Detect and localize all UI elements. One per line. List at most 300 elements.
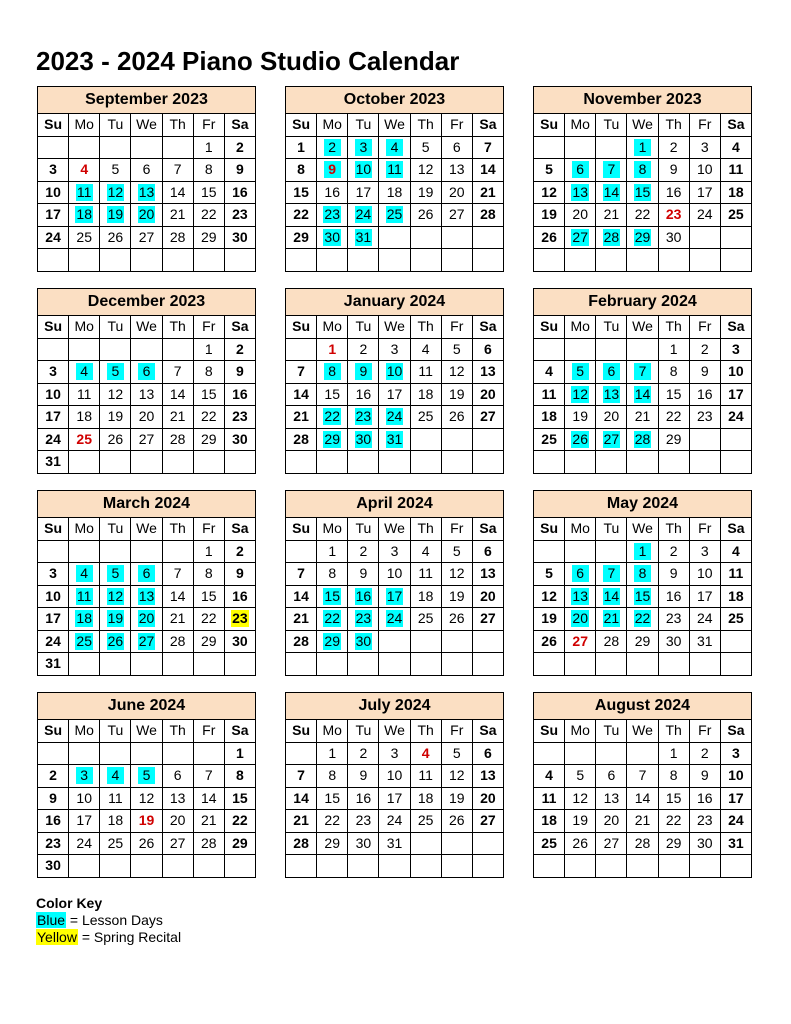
empty-day-cell bbox=[286, 742, 317, 765]
day-number: 10 bbox=[45, 385, 61, 402]
day-cell bbox=[534, 608, 565, 631]
day-cell bbox=[472, 540, 503, 563]
day-cell bbox=[441, 361, 472, 384]
week-row bbox=[38, 810, 256, 833]
day-cell bbox=[286, 406, 317, 429]
weekday-header: Sa bbox=[224, 518, 255, 541]
day-cell bbox=[348, 383, 379, 406]
day-cell bbox=[348, 406, 379, 429]
day-number: 10 bbox=[45, 587, 61, 604]
day-cell bbox=[286, 585, 317, 608]
empty-day-cell bbox=[720, 630, 751, 653]
day-number: 10 bbox=[728, 363, 744, 380]
day-number: 7 bbox=[173, 161, 182, 178]
day-number: 2 bbox=[669, 138, 678, 155]
day-cell bbox=[162, 585, 193, 608]
day-number: 6 bbox=[484, 744, 492, 761]
day-cell bbox=[596, 765, 627, 788]
day-cell bbox=[69, 563, 100, 586]
week-row bbox=[286, 810, 504, 833]
day-number: 16 bbox=[696, 789, 713, 806]
weekday-header: Sa bbox=[720, 518, 751, 541]
day-number: 23 bbox=[696, 812, 713, 829]
day-number: 6 bbox=[603, 363, 620, 380]
day-cell bbox=[162, 428, 193, 451]
empty-day-cell bbox=[193, 249, 224, 272]
day-cell bbox=[193, 810, 224, 833]
day-number: 8 bbox=[204, 565, 213, 582]
day-number: 31 bbox=[386, 834, 403, 851]
day-number: 13 bbox=[572, 183, 588, 200]
empty-day-cell bbox=[472, 832, 503, 855]
day-cell bbox=[658, 832, 689, 855]
weekday-header: Fr bbox=[689, 518, 720, 541]
day-number: 2 bbox=[359, 340, 368, 357]
week-row bbox=[38, 181, 256, 204]
weekday-header: Fr bbox=[689, 114, 720, 137]
day-cell bbox=[193, 563, 224, 586]
week-row bbox=[286, 361, 504, 384]
weekday-header: Su bbox=[38, 720, 69, 743]
day-cell bbox=[286, 383, 317, 406]
day-number: 17 bbox=[696, 587, 713, 604]
day-cell bbox=[472, 742, 503, 765]
week-row bbox=[534, 159, 752, 182]
empty-day-cell bbox=[224, 249, 255, 272]
day-number: 29 bbox=[665, 834, 682, 851]
day-number: 13 bbox=[448, 161, 465, 178]
day-number: 27 bbox=[603, 834, 620, 851]
day-number: 22 bbox=[200, 206, 217, 223]
day-number: 30 bbox=[45, 857, 61, 874]
day-number: 13 bbox=[480, 363, 496, 380]
day-number: 28 bbox=[634, 430, 651, 447]
empty-day-cell bbox=[410, 630, 441, 653]
day-number: 31 bbox=[45, 655, 61, 672]
day-number: 13 bbox=[480, 767, 496, 784]
day-number: 4 bbox=[421, 340, 430, 357]
day-number: 17 bbox=[355, 183, 372, 200]
day-cell bbox=[69, 428, 100, 451]
day-cell bbox=[317, 810, 348, 833]
day-number: 10 bbox=[76, 789, 92, 806]
day-cell bbox=[689, 540, 720, 563]
day-cell bbox=[162, 204, 193, 227]
day-cell bbox=[410, 563, 441, 586]
day-cell bbox=[720, 810, 751, 833]
day-cell bbox=[658, 787, 689, 810]
day-cell bbox=[131, 832, 162, 855]
day-cell bbox=[472, 204, 503, 227]
color-key-title: Color Key bbox=[36, 895, 103, 911]
empty-day-cell bbox=[100, 855, 131, 878]
page-title: 2023 - 2024 Piano Studio Calendar bbox=[36, 46, 460, 76]
day-cell bbox=[224, 765, 255, 788]
day-number: 11 bbox=[108, 789, 123, 806]
day-cell bbox=[100, 406, 131, 429]
day-cell bbox=[596, 159, 627, 182]
day-cell bbox=[658, 585, 689, 608]
week-row bbox=[286, 249, 504, 272]
weekday-header: We bbox=[627, 316, 658, 339]
day-cell bbox=[38, 832, 69, 855]
day-number: 5 bbox=[111, 161, 120, 178]
day-number: 18 bbox=[417, 385, 434, 402]
day-cell bbox=[69, 383, 100, 406]
day-number: 7 bbox=[603, 161, 620, 178]
day-number: 17 bbox=[45, 610, 61, 627]
day-cell bbox=[38, 653, 69, 676]
week-row bbox=[534, 742, 752, 765]
day-number: 8 bbox=[669, 363, 678, 380]
empty-day-cell bbox=[534, 653, 565, 676]
day-cell bbox=[162, 810, 193, 833]
day-cell bbox=[441, 563, 472, 586]
day-cell bbox=[472, 585, 503, 608]
day-cell bbox=[38, 181, 69, 204]
weekday-header: Fr bbox=[689, 720, 720, 743]
day-number: 28 bbox=[169, 430, 186, 447]
day-cell bbox=[658, 406, 689, 429]
empty-day-cell bbox=[38, 136, 69, 159]
day-cell bbox=[100, 787, 131, 810]
day-cell bbox=[720, 159, 751, 182]
day-number: 12 bbox=[448, 767, 465, 784]
empty-day-cell bbox=[596, 338, 627, 361]
week-row bbox=[286, 855, 504, 878]
week-row bbox=[38, 338, 256, 361]
day-number: 4 bbox=[76, 363, 93, 380]
day-cell bbox=[472, 181, 503, 204]
day-number: 11 bbox=[541, 385, 557, 402]
day-cell bbox=[441, 338, 472, 361]
day-cell bbox=[224, 585, 255, 608]
empty-day-cell bbox=[131, 249, 162, 272]
day-cell bbox=[38, 204, 69, 227]
day-cell bbox=[379, 136, 410, 159]
day-number: 6 bbox=[572, 161, 589, 178]
day-number: 16 bbox=[355, 789, 372, 806]
week-row bbox=[534, 204, 752, 227]
day-number: 14 bbox=[293, 587, 309, 604]
day-cell bbox=[38, 608, 69, 631]
day-cell bbox=[224, 428, 255, 451]
day-cell bbox=[131, 608, 162, 631]
day-cell bbox=[224, 338, 255, 361]
day-number: 1 bbox=[328, 744, 337, 761]
empty-day-cell bbox=[224, 653, 255, 676]
day-number: 14 bbox=[169, 587, 186, 604]
day-number: 30 bbox=[232, 430, 248, 447]
day-cell bbox=[658, 361, 689, 384]
spring-recital-text: = Spring Recital bbox=[77, 929, 182, 945]
week-row bbox=[38, 787, 256, 810]
day-number: 25 bbox=[541, 430, 557, 447]
day-number: 10 bbox=[696, 161, 713, 178]
day-cell bbox=[596, 361, 627, 384]
week-row bbox=[286, 653, 504, 676]
day-number: 25 bbox=[417, 812, 434, 829]
month-title: October 2023 bbox=[286, 87, 504, 114]
week-row bbox=[286, 181, 504, 204]
day-cell bbox=[410, 787, 441, 810]
day-number: 25 bbox=[417, 610, 434, 627]
day-number: 22 bbox=[324, 610, 340, 627]
day-number: 5 bbox=[452, 542, 461, 559]
day-number: 1 bbox=[328, 340, 337, 357]
day-number: 14 bbox=[634, 789, 651, 806]
empty-day-cell bbox=[193, 653, 224, 676]
weekday-header: Tu bbox=[348, 316, 379, 339]
month-table bbox=[533, 288, 752, 474]
day-number: 16 bbox=[665, 587, 682, 604]
empty-day-cell bbox=[286, 249, 317, 272]
day-number: 7 bbox=[297, 363, 305, 380]
day-number: 26 bbox=[107, 430, 124, 447]
day-number: 5 bbox=[545, 565, 553, 582]
day-cell bbox=[472, 338, 503, 361]
day-number: 20 bbox=[169, 812, 186, 829]
day-number: 23 bbox=[696, 408, 713, 425]
month-calendar bbox=[285, 288, 504, 474]
day-cell bbox=[441, 742, 472, 765]
day-cell bbox=[193, 159, 224, 182]
weekday-header: Su bbox=[38, 518, 69, 541]
day-cell bbox=[627, 383, 658, 406]
week-row bbox=[534, 451, 752, 474]
month-title: September 2023 bbox=[38, 87, 256, 114]
day-number: 17 bbox=[728, 789, 744, 806]
day-cell bbox=[720, 563, 751, 586]
day-cell bbox=[317, 361, 348, 384]
empty-day-cell bbox=[534, 742, 565, 765]
month-title: May 2024 bbox=[534, 491, 752, 518]
day-cell bbox=[441, 204, 472, 227]
weekday-header: Th bbox=[162, 114, 193, 137]
day-number: 28 bbox=[293, 430, 309, 447]
day-number: 30 bbox=[355, 834, 372, 851]
day-cell bbox=[131, 181, 162, 204]
day-number: 30 bbox=[324, 228, 340, 245]
month-title: January 2024 bbox=[286, 289, 504, 316]
day-cell bbox=[658, 765, 689, 788]
day-cell bbox=[348, 159, 379, 182]
day-number: 19 bbox=[448, 385, 465, 402]
day-number: 1 bbox=[204, 340, 213, 357]
month-calendar bbox=[533, 86, 752, 272]
day-number: 14 bbox=[200, 789, 217, 806]
day-number: 31 bbox=[355, 228, 372, 245]
day-cell bbox=[534, 159, 565, 182]
day-number: 28 bbox=[169, 228, 186, 245]
empty-day-cell bbox=[441, 451, 472, 474]
day-number: 9 bbox=[359, 767, 368, 784]
day-cell bbox=[658, 204, 689, 227]
day-number: 18 bbox=[76, 206, 92, 223]
empty-day-cell bbox=[410, 855, 441, 878]
day-cell bbox=[317, 159, 348, 182]
day-cell bbox=[596, 383, 627, 406]
day-number: 25 bbox=[107, 834, 124, 851]
month-calendar bbox=[285, 692, 504, 878]
day-cell bbox=[69, 226, 100, 249]
day-number: 11 bbox=[418, 767, 433, 784]
day-number: 4 bbox=[386, 139, 403, 156]
day-cell bbox=[472, 361, 503, 384]
day-cell bbox=[38, 428, 69, 451]
day-cell bbox=[348, 765, 379, 788]
empty-day-cell bbox=[131, 136, 162, 159]
empty-day-cell bbox=[689, 226, 720, 249]
day-number: 30 bbox=[355, 430, 372, 447]
day-number: 24 bbox=[45, 632, 61, 649]
day-number: 29 bbox=[232, 834, 248, 851]
day-number: 25 bbox=[728, 206, 744, 223]
day-number: 27 bbox=[169, 834, 186, 851]
day-number: 30 bbox=[355, 632, 372, 649]
day-number: 26 bbox=[107, 632, 124, 649]
empty-day-cell bbox=[689, 653, 720, 676]
day-number: 21 bbox=[293, 812, 309, 829]
day-cell bbox=[565, 406, 596, 429]
empty-day-cell bbox=[689, 451, 720, 474]
month-table bbox=[37, 490, 256, 676]
day-cell bbox=[69, 406, 100, 429]
day-cell bbox=[100, 383, 131, 406]
day-number: 9 bbox=[700, 767, 709, 784]
weekday-header: Sa bbox=[720, 114, 751, 137]
empty-day-cell bbox=[441, 855, 472, 878]
day-number: 10 bbox=[728, 767, 744, 784]
day-number: 5 bbox=[138, 767, 155, 784]
day-cell bbox=[38, 406, 69, 429]
week-row bbox=[534, 226, 752, 249]
day-cell bbox=[38, 159, 69, 182]
week-row bbox=[286, 563, 504, 586]
weekday-header: We bbox=[379, 114, 410, 137]
month-calendar bbox=[533, 490, 752, 676]
empty-day-cell bbox=[410, 653, 441, 676]
day-number: 16 bbox=[232, 183, 248, 200]
day-number: 8 bbox=[324, 363, 341, 380]
day-cell bbox=[224, 204, 255, 227]
week-row bbox=[38, 563, 256, 586]
day-cell bbox=[224, 832, 255, 855]
day-cell bbox=[317, 563, 348, 586]
empty-day-cell bbox=[348, 653, 379, 676]
day-number: 16 bbox=[324, 183, 340, 200]
week-row bbox=[286, 159, 504, 182]
day-number: 1 bbox=[634, 543, 651, 560]
day-cell bbox=[193, 608, 224, 631]
month-title: July 2024 bbox=[286, 693, 504, 720]
day-number: 28 bbox=[480, 206, 496, 223]
day-number: 3 bbox=[390, 340, 399, 357]
day-cell bbox=[596, 226, 627, 249]
day-cell bbox=[224, 787, 255, 810]
day-cell bbox=[627, 136, 658, 159]
weekday-header: Fr bbox=[193, 114, 224, 137]
day-cell bbox=[286, 608, 317, 631]
weekday-header: Mo bbox=[317, 316, 348, 339]
day-cell bbox=[596, 406, 627, 429]
day-cell bbox=[627, 406, 658, 429]
empty-day-cell bbox=[441, 832, 472, 855]
day-number: 29 bbox=[634, 228, 651, 245]
day-cell bbox=[131, 787, 162, 810]
empty-day-cell bbox=[534, 855, 565, 878]
day-number: 28 bbox=[293, 632, 309, 649]
day-number: 9 bbox=[669, 161, 678, 178]
weekday-header: Sa bbox=[472, 316, 503, 339]
day-cell bbox=[627, 361, 658, 384]
day-cell bbox=[658, 540, 689, 563]
weekday-header: Mo bbox=[69, 114, 100, 137]
day-number: 16 bbox=[355, 385, 372, 402]
month-calendar bbox=[533, 288, 752, 474]
day-number: 18 bbox=[417, 789, 434, 806]
week-row bbox=[534, 338, 752, 361]
day-number: 9 bbox=[49, 789, 57, 806]
day-cell bbox=[472, 406, 503, 429]
day-number: 10 bbox=[45, 183, 61, 200]
day-cell bbox=[379, 832, 410, 855]
day-cell bbox=[162, 361, 193, 384]
day-number: 8 bbox=[297, 161, 305, 178]
empty-day-cell bbox=[193, 742, 224, 765]
day-number: 2 bbox=[700, 340, 709, 357]
day-cell bbox=[534, 181, 565, 204]
day-number: 13 bbox=[138, 587, 155, 604]
day-cell bbox=[317, 742, 348, 765]
day-number: 10 bbox=[696, 565, 713, 582]
day-number: 6 bbox=[572, 565, 589, 582]
day-number: 13 bbox=[603, 789, 620, 806]
day-number: 25 bbox=[417, 408, 434, 425]
week-row bbox=[534, 653, 752, 676]
day-number: 11 bbox=[418, 363, 433, 380]
day-number: 20 bbox=[603, 812, 620, 829]
day-cell bbox=[162, 406, 193, 429]
day-cell bbox=[658, 159, 689, 182]
day-cell bbox=[720, 406, 751, 429]
week-row bbox=[534, 585, 752, 608]
weekday-header: Fr bbox=[193, 316, 224, 339]
weekday-header: Su bbox=[534, 518, 565, 541]
day-cell bbox=[38, 810, 69, 833]
month-table bbox=[37, 692, 256, 878]
empty-day-cell bbox=[162, 451, 193, 474]
empty-day-cell bbox=[720, 855, 751, 878]
day-cell bbox=[720, 361, 751, 384]
day-cell bbox=[379, 540, 410, 563]
day-cell bbox=[286, 787, 317, 810]
day-cell bbox=[689, 406, 720, 429]
day-cell bbox=[472, 563, 503, 586]
day-number: 15 bbox=[324, 789, 340, 806]
day-number: 26 bbox=[572, 834, 588, 851]
day-number: 15 bbox=[634, 587, 651, 604]
empty-day-cell bbox=[69, 136, 100, 159]
week-row bbox=[534, 630, 752, 653]
day-cell bbox=[658, 630, 689, 653]
empty-day-cell bbox=[627, 451, 658, 474]
day-number: 18 bbox=[386, 183, 403, 200]
day-number: 28 bbox=[169, 632, 186, 649]
day-cell bbox=[596, 810, 627, 833]
day-cell bbox=[596, 563, 627, 586]
day-number: 12 bbox=[107, 183, 124, 200]
